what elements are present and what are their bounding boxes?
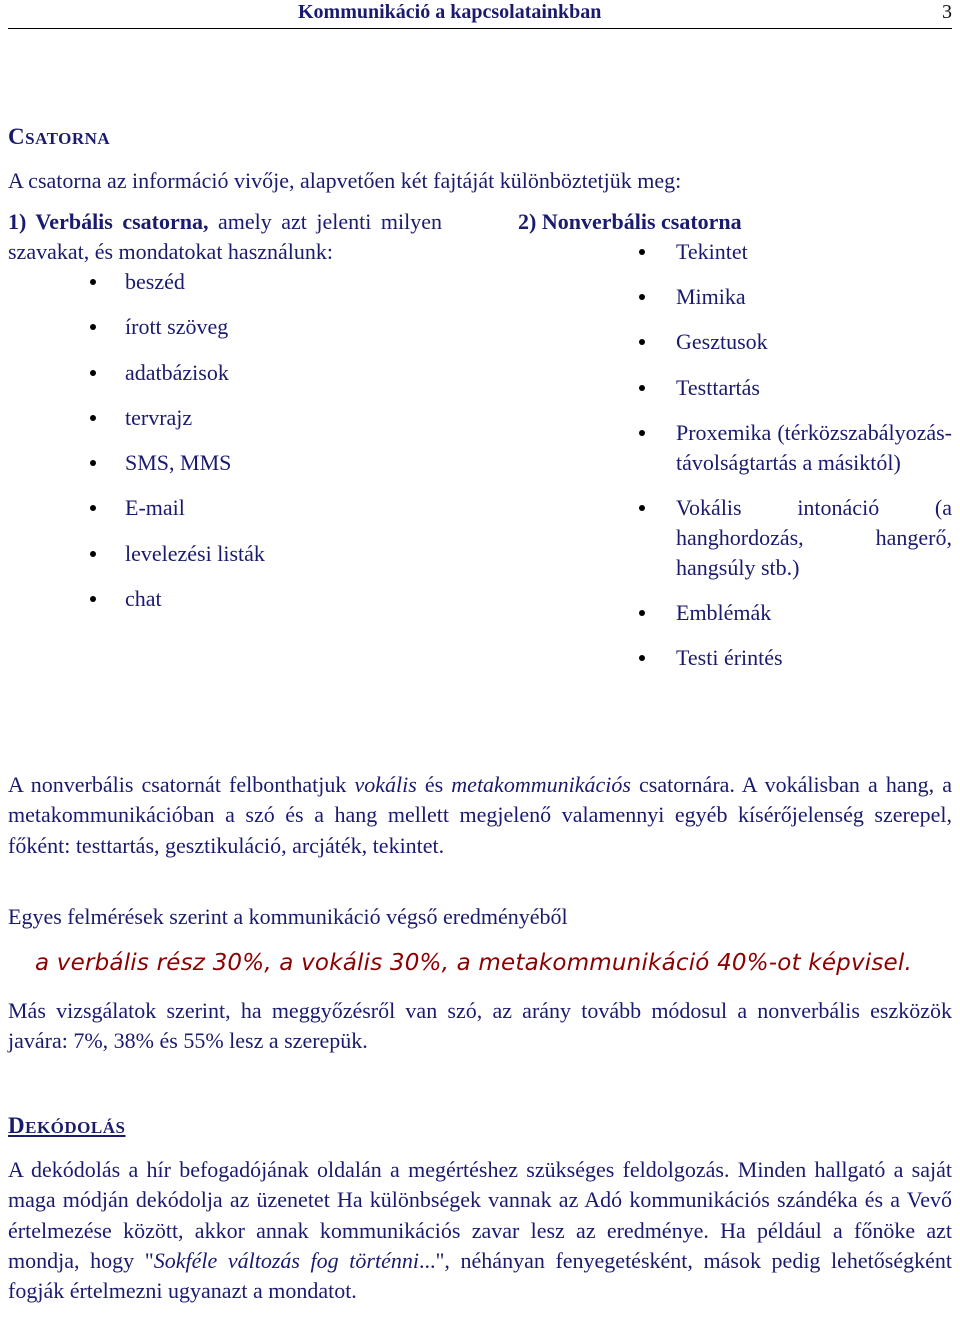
bullet-icon <box>90 460 96 466</box>
nonverbal-item <box>518 493 952 583</box>
paragraph-vokalis: A nonverbális csatornát felbonthatjuk vokális és metakommunikációs csatornára. A vokálisban a hang, a metakommunikációban a szó és a hang mellett megjelenő valamennyi egyéb kísérőjelenség szerepel, főként: testtartás, gesztikuláció, arcjáték, tekintet. <box>8 772 952 858</box>
verbal-item <box>8 312 442 342</box>
header-title: Kommunikáció a kapcsolatainkban <box>298 1 602 23</box>
verbal-list <box>8 267 442 614</box>
verbal-title: 1) Verbális csatorna, amely azt jelenti milyen szavakat, és mondatokat használunk: <box>8 209 443 264</box>
nonverbal-item-label: Tekintet <box>676 239 748 264</box>
nonverbal-item <box>518 643 952 673</box>
verbal-item <box>8 584 442 614</box>
paragraph-vizsgalatok: Más vizsgálatok szerint, ha meggyőzésről van szó, az arány tovább módosul a nonverbális eszközök javára: 7%, 38% és 55% lesz a szerepük. <box>8 998 952 1054</box>
nonverbal-item-label: Proxemika (térközszabályozás-távolságtartás a másiktól) <box>676 419 952 475</box>
nonverbal-item-label: Vokális intonáció (a hanghordozás, hangerő, hangsúly stb.) <box>676 494 952 580</box>
bullet-icon <box>639 505 645 511</box>
highlight-statement: a verbális rész 30%, a vokális 30%, a metakommunikáció 40%-ot képvisel. <box>35 950 913 976</box>
bullet-icon <box>90 415 96 421</box>
paragraph-felmeresek: Egyes felmérések szerint a kommunikáció végső eredményéből <box>8 904 568 929</box>
verbal-item-label: adatbázisok <box>125 359 229 385</box>
nonverbal-item <box>518 418 952 478</box>
verbal-item-label: levelezési listák <box>125 540 265 566</box>
verbal-item <box>8 493 442 523</box>
verbal-item-label: chat <box>125 586 162 612</box>
bullet-icon <box>90 596 96 602</box>
verbal-item-label: SMS, MMS <box>125 450 232 476</box>
page-header <box>8 0 952 29</box>
nonverbal-column <box>518 207 952 689</box>
verbal-item <box>8 358 442 388</box>
verbal-item-label: írott szöveg <box>125 314 229 340</box>
bullet-icon <box>639 294 645 300</box>
section-heading-dekodolas: DEKÓDOLÁS <box>8 1113 126 1138</box>
verbal-item <box>8 403 442 433</box>
bullet-icon <box>90 370 96 376</box>
verbal-item <box>8 267 442 297</box>
bullet-icon <box>90 551 96 557</box>
bullet-icon <box>639 610 645 616</box>
nonverbal-item-label: Mimika <box>676 284 746 310</box>
verbal-item-label: tervrajz <box>125 404 193 430</box>
bullet-icon <box>90 279 96 285</box>
bullet-icon <box>639 430 645 436</box>
verbal-item-label: beszéd <box>125 269 185 294</box>
verbal-item <box>8 448 442 478</box>
nonverbal-item <box>518 282 952 312</box>
verbal-item <box>8 539 442 569</box>
bullet-icon <box>639 385 645 391</box>
nonverbal-item <box>518 598 952 628</box>
nonverbal-item <box>518 237 952 267</box>
nonverbal-item-label: Testtartás <box>676 374 760 400</box>
bullet-icon <box>639 655 645 661</box>
nonverbal-list <box>518 237 952 673</box>
bullet-icon <box>639 249 645 255</box>
bullet-icon <box>90 324 96 330</box>
verbal-column <box>8 207 442 629</box>
bullet-icon <box>639 339 645 345</box>
nonverbal-item-label: Emblémák <box>676 600 772 626</box>
nonverbal-item-label: Gesztusok <box>676 329 768 355</box>
nonverbal-title: 2) Nonverbális csatorna <box>518 209 742 234</box>
nonverbal-item <box>518 327 952 357</box>
section-heading-csatorna: CSATORNA <box>8 124 111 149</box>
bullet-icon <box>90 505 96 511</box>
intro-paragraph: A csatorna az információ vivője, alapvetően két fajtáját különböztetjük meg: <box>8 168 682 193</box>
nonverbal-item <box>518 373 952 403</box>
verbal-item-label: E-mail <box>125 495 185 521</box>
nonverbal-item-label: Testi érintés <box>676 645 783 671</box>
page-number: 3 <box>942 1 952 23</box>
paragraph-dekodolas: A dekódolás a hír befogadójának oldalán a megértéshez szükséges feldolgozás. Minden hallgató a saját maga módján dekódolja az üzenetet Ha különbségek vannak az Adó kommunikációs szándéka és a Vevő értelmezése között, akkor annak kommunikációs zavar lesz az eredménye. Ha például a főnöke azt mondja, hogy "Sokféle változás fog történni...", néhányan fenyegetésként, mások pedig lehetőségként fogják értelmezni ugyanazt a mondatot. <box>8 1157 952 1304</box>
